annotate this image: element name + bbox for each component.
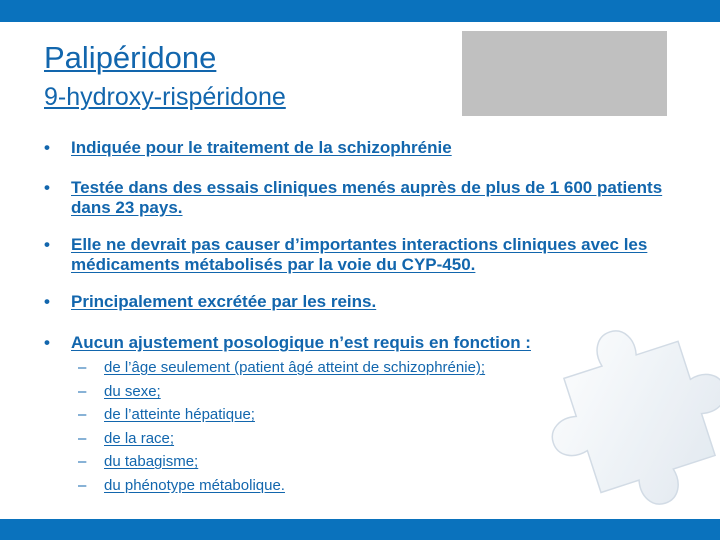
bullet-marker: • <box>44 292 50 311</box>
sub-item-text: de l’âge seulement (patient âgé atteint de schizophrénie); <box>104 359 486 376</box>
bullet-item <box>44 333 694 353</box>
sub-item-text: de la race; <box>104 430 175 447</box>
sub-item-text: de l’atteinte hépatique; <box>104 406 255 423</box>
bullet-item <box>44 178 694 218</box>
bullet-text: Principalement excrétée par les reins. <box>71 292 377 311</box>
bullet-text: Testée dans des essais cliniques menés auprès de plus de 1 600 patients dans 23 pays. <box>71 178 663 217</box>
bullet-marker: • <box>44 333 50 352</box>
bottom-bar <box>0 519 720 540</box>
sub-item <box>78 453 598 471</box>
slide-title: Palipéridone <box>44 40 217 75</box>
sub-item <box>78 406 598 424</box>
dash-marker: – <box>78 477 87 494</box>
bullet-marker: • <box>44 178 50 197</box>
bullet-marker: • <box>44 235 50 254</box>
sub-item <box>78 477 598 495</box>
bullet-item <box>44 292 694 312</box>
bullet-text: Elle ne devrait pas causer d’importantes interactions cliniques avec les médicaments métabolisés par la voie du CYP-450. <box>71 235 648 274</box>
bullet-marker: • <box>44 138 50 157</box>
bullet-text: Indiquée pour le traitement de la schizophrénie <box>71 138 452 157</box>
sub-item <box>78 430 598 448</box>
dash-marker: – <box>78 359 87 376</box>
dash-marker: – <box>78 383 87 400</box>
bullet-item <box>44 138 694 158</box>
bullet-item <box>44 235 694 275</box>
bullet-text: Aucun ajustement posologique n’est requis en fonction : <box>71 333 531 352</box>
slide-subtitle: 9-hydroxy-rispéridone <box>44 83 286 111</box>
dash-marker: – <box>78 453 87 470</box>
sub-item-text: du sexe; <box>104 383 161 400</box>
dash-marker: – <box>78 430 87 447</box>
sub-item-text: du tabagisme; <box>104 453 199 470</box>
sub-item-text: du phénotype métabolique. <box>104 477 285 494</box>
sub-item <box>78 383 598 401</box>
sub-item <box>78 359 598 377</box>
dash-marker: – <box>78 406 87 423</box>
